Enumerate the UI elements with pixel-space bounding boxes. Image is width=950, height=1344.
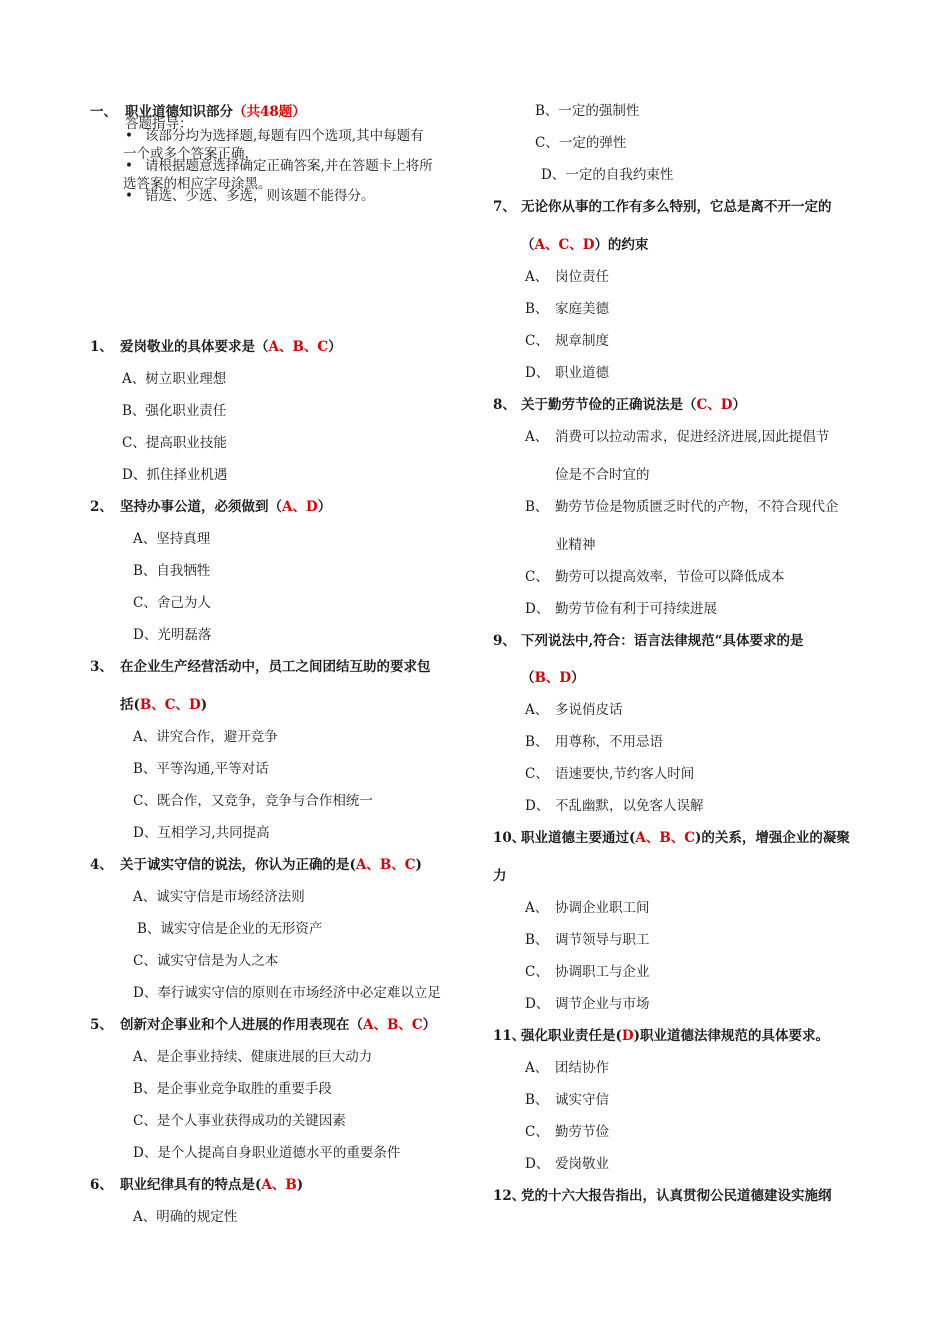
option-b: B、平等沟通,平等对话	[133, 761, 269, 777]
option-d: D、一定的自我约束性	[541, 167, 674, 183]
option-a: A、诚实守信是市场经济法则	[133, 889, 305, 905]
option-a-cont: 俭是不合时宜的	[555, 467, 650, 483]
option-c: C、 勤劳节俭	[525, 1124, 609, 1140]
guide-label: 答题指导：	[125, 116, 193, 132]
section-heading	[90, 102, 306, 122]
option-a: A、 消费可以拉动需求，促进经济进展,因此提倡节	[525, 429, 830, 445]
question-stem: 7、 无论你从事的工作有多么特别，它总是离不开一定的	[493, 199, 832, 215]
option-c: C、 规章制度	[525, 333, 609, 349]
option-b: B、自我牺牲	[133, 563, 211, 579]
guide-bullet-2-cont: 选答案的相应字母涂黑。	[123, 176, 272, 192]
bullet-icon: •	[125, 158, 133, 174]
option-b: B、 用尊称，不用忌语	[525, 734, 663, 750]
option-c: C、 语速要快,节约客人时间	[525, 766, 695, 782]
option-a: A、是企事业持续、健康进展的巨大动力	[133, 1049, 373, 1065]
option-a: A、讲究合作，避开竞争	[133, 729, 278, 745]
option-c: C、 勤劳可以提高效率，节俭可以降低成本	[525, 569, 785, 585]
guide-bullet-1: • 该部分均为选择题,每题有四个选项,其中每题有	[125, 128, 424, 144]
question-stem: 4、 关于诚实守信的说法，你认为正确的是(A、B、C)	[90, 857, 422, 873]
bullet-icon: •	[125, 188, 133, 204]
option-a: A、 团结协作	[525, 1060, 609, 1076]
option-b: B、强化职业责任	[122, 403, 227, 419]
option-d: D、 爱岗敬业	[525, 1156, 609, 1172]
question-stem: 5、 创新对企事业和个人进展的作用表现在（A、B、C）	[90, 1017, 437, 1033]
question-stem: 12、党的十六大报告指出，认真贯彻公民道德建设实施纲	[493, 1188, 832, 1204]
option-d: D、是个人提高自身职业道德水平的重要条件	[133, 1145, 401, 1161]
section-count: （共48题）	[233, 104, 306, 120]
answer-key: B、C、D	[139, 697, 201, 713]
answer-key: A、D	[282, 499, 318, 515]
option-b: B、 勤劳节俭是物质匮乏时代的产物，不符合现代企	[525, 499, 839, 515]
answer-key: A、B、C	[363, 1017, 423, 1033]
option-d: D、 职业道德	[525, 365, 609, 381]
option-c: C、既合作，又竞争，竞争与合作相统一	[133, 793, 373, 809]
option-a: A、坚持真理	[133, 531, 211, 547]
question-stem: 10、职业道德主要通过(A、B、C)的关系，增强企业的凝聚	[493, 830, 850, 846]
option-c: C、 协调职工与企业	[525, 964, 650, 980]
option-c: C、诚实守信是为人之本	[133, 953, 279, 969]
answer-key: D	[621, 1028, 634, 1044]
answer-key: A、B、C	[355, 857, 416, 873]
option-b: B、一定的强制性	[535, 103, 640, 119]
option-b: B、 调节领导与职工	[525, 932, 650, 948]
option-c: C、舍己为人	[133, 595, 211, 611]
option-a: A、树立职业理想	[122, 371, 227, 387]
option-d: D、光明磊落	[133, 627, 212, 643]
option-a: A、 岗位责任	[525, 269, 609, 285]
section-number: 一、	[90, 104, 117, 120]
question-stem-cont: （B、D）	[521, 670, 585, 686]
question-stem: 11、强化职业责任是(D)职业道德法律规范的具体要求。	[493, 1028, 829, 1044]
answer-key: A、B、C	[268, 339, 329, 355]
guide-bullet-2: • 请根据题意选择确定正确答案,并在答题卡上将所	[125, 158, 433, 174]
option-d: D、互相学习,共同提高	[133, 825, 270, 841]
option-b: B、 诚实守信	[525, 1092, 609, 1108]
option-c: C、提高职业技能	[122, 435, 227, 451]
option-d: D、 不乱幽默，以免客人误解	[525, 798, 704, 814]
guide-bullet-1-cont: 一个或多个答案正确.	[123, 146, 249, 162]
question-stem-cont: 括(B、C、D)	[120, 697, 208, 713]
question-stem: 3、 在企业生产经营活动中，员工之间团结互助的要求包	[90, 659, 431, 675]
option-b: B、 家庭美德	[525, 301, 609, 317]
option-b-cont: 业精神	[555, 537, 596, 553]
answer-key: B、D	[534, 670, 572, 686]
answer-key: A、B、C	[635, 830, 696, 846]
answer-key: A、B	[261, 1177, 297, 1193]
question-stem: 1、 爱岗敬业的具体要求是（A、B、C）	[90, 339, 342, 355]
section-title: 职业道德知识部分	[125, 104, 233, 120]
option-a: A、 协调企业职工间	[525, 900, 650, 916]
option-b: B、是企事业竞争取胜的重要手段	[133, 1081, 332, 1097]
question-stem: 6、 职业纪律具有的特点是(A、B)	[90, 1177, 304, 1193]
answer-key: A、C、D	[534, 237, 595, 253]
question-stem-cont: （A、C、D）的约束	[521, 237, 649, 253]
option-c: C、一定的弹性	[535, 135, 627, 151]
option-d: D、抓住择业机遇	[122, 467, 228, 483]
option-d: D、 调节企业与市场	[525, 996, 650, 1012]
option-b: B、诚实守信是企业的无形资产	[137, 921, 323, 937]
option-d: D、 勤劳节俭有利于可持续进展	[525, 601, 717, 617]
option-c: C、是个人事业获得成功的关键因素	[133, 1113, 346, 1129]
answer-key: C、D	[696, 397, 733, 413]
option-a: A、明确的规定性	[133, 1209, 238, 1225]
question-stem-cont: 力	[493, 868, 507, 884]
bullet-icon: •	[125, 128, 133, 144]
question-stem: 8、 关于勤劳节俭的正确说法是（C、D）	[493, 397, 746, 413]
question-stem: 9、 下列说法中,符合：语言法律规范“具体要求的是	[493, 633, 804, 649]
guide-bullet-3: • 错选、少选、多选，则该题不能得分。	[125, 188, 375, 204]
option-a: A、 多说俏皮话	[525, 702, 623, 718]
question-stem: 2、 坚持办事公道，必须做到（A、D）	[90, 499, 332, 515]
option-d: D、奉行诚实守信的原则在市场经济中必定难以立足	[133, 985, 441, 1001]
